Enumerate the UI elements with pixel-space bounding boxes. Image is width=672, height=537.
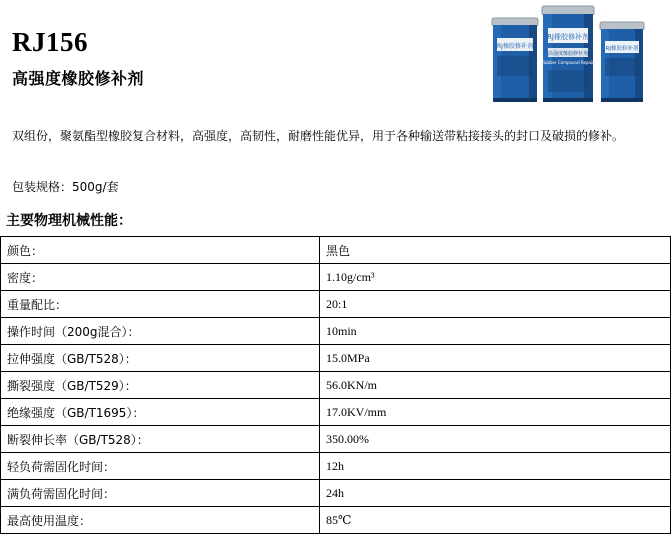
product-photo <box>480 0 672 118</box>
three-cans-illustration <box>480 0 672 118</box>
property-name: 操作时间（200g混合）： <box>1 318 320 345</box>
property-name: 颜色： <box>1 237 320 264</box>
section-title: 主要物理机械性能： <box>6 213 132 229</box>
packaging-spec: 包装规格：500g/套 <box>12 180 119 194</box>
table-row <box>1 264 671 291</box>
property-value: 黑色 <box>320 237 671 264</box>
property-name: 满负荷需固化时间： <box>1 480 320 507</box>
can-left <box>492 18 538 102</box>
svg-text:高强度橡胶修补剂: 高强度橡胶修补剂 <box>547 51 589 57</box>
title-block <box>12 28 144 89</box>
table-row <box>1 426 671 453</box>
property-value: 15.0MPa <box>320 345 671 372</box>
table-row <box>1 345 671 372</box>
property-name: 绝缘强度（GB/T1695）： <box>1 399 320 426</box>
table-row <box>1 237 671 264</box>
document-header <box>0 0 672 118</box>
table-row <box>1 318 671 345</box>
property-name: 密度： <box>1 264 320 291</box>
property-value: 10min <box>320 318 671 345</box>
property-name: 拉伸强度（GB/T528）： <box>1 345 320 372</box>
can-center <box>542 6 594 102</box>
property-value: 24h <box>320 480 671 507</box>
property-name: 重量配比： <box>1 291 320 318</box>
property-value: 20:1 <box>320 291 671 318</box>
product-code: RJ156 <box>12 27 88 57</box>
property-name: 最高使用温度： <box>1 507 320 534</box>
property-value: 350.00% <box>320 426 671 453</box>
table-row <box>1 291 671 318</box>
property-name: 断裂伸长率（GB/T528）： <box>1 426 320 453</box>
table-row <box>1 372 671 399</box>
svg-text:Rubber Compound Repair: Rubber Compound Repair <box>542 60 594 65</box>
property-value: 12h <box>320 453 671 480</box>
table-row <box>1 507 671 534</box>
property-value: 56.0KN/m <box>320 372 671 399</box>
product-name: 高强度橡胶修补剂 <box>12 68 145 88</box>
property-name: 轻负荷需固化时间： <box>1 453 320 480</box>
table-row <box>1 480 671 507</box>
properties-table-body <box>1 237 671 534</box>
properties-table <box>0 236 671 534</box>
property-value: 17.0KV/mm <box>320 399 671 426</box>
property-name: 撕裂强度（GB/T529）： <box>1 372 320 399</box>
svg-text:RJ橡胶修补剂: RJ橡胶修补剂 <box>605 46 639 52</box>
svg-text:RJ橡胶修补剂: RJ橡胶修补剂 <box>547 33 589 41</box>
table-row <box>1 453 671 480</box>
property-value: 85℃ <box>320 507 671 534</box>
svg-text:RJ橡胶修补剂: RJ橡胶修补剂 <box>497 43 533 50</box>
property-value: 1.10g/cm³ <box>320 264 671 291</box>
table-row <box>1 399 671 426</box>
product-description: 双组份，聚氨酯型橡胶复合材料，高强度，高韧性，耐磨性能优异，用于各种输送带粘接接头的封口及破损的修补。 <box>12 129 625 143</box>
can-right <box>600 22 644 102</box>
